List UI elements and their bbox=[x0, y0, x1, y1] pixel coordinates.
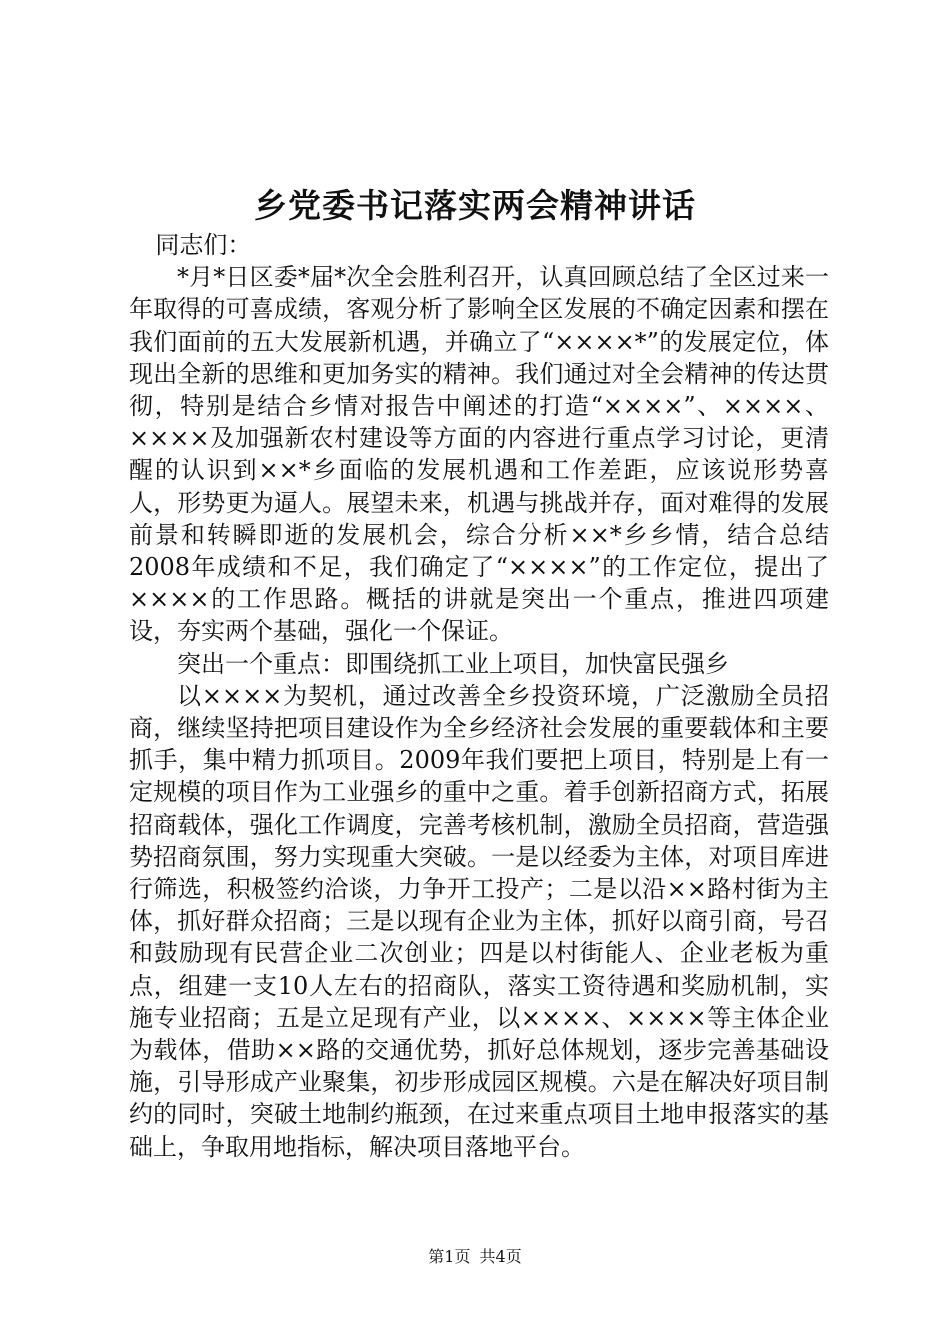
body-paragraph: *月*日区委*届*次全会胜利召开，认真回顾总结了全区过来一年取得的可喜成绩，客观分析了影响全区发展的不确定因素和摆在我们面前的五大发展新机遇，并确立了“××××*”的发展定位，体现出全新的思维和更加务实的精神。我们通过对全会精神的传达贯彻，特别是结合乡情对报告中阐述的打造“××××”、××××、××××及加强新农村建设等方面的内容进行重点学习讨论，更清醒的认识到××*乡面临的发展机遇和工作差距，应该说形势喜人，形势更为逼人。展望未来，机遇与挑战并存，面对难得的发展前景和转瞬即逝的发展机会，综合分析××*乡乡情，结合总结2008年成绩和不足，我们确定了“××××”的工作定位，提出了××××的工作思路。概括的讲就是突出一个重点，推进四项建设，夯实两个基础，强化一个保证。 bbox=[129, 263, 829, 646]
section-heading-paragraph: 突出一个重点：即围绕抓工业上项目，加快富民强乡 bbox=[177, 649, 729, 678]
page-footer: 第1页 共4页 bbox=[428, 1247, 522, 1266]
body-paragraph: 以××××为契机，通过改善全乡投资环境，广泛激励全员招商，继续坚持把项目建设作为全乡经济社会发展的重要载体和主要抓手，集中精力抓项目。2009年我们要把上项目，特别是上有一定规模的项目作为工业强乡的重中之重。着手创新招商方式，拓展招商载体，强化工作调度，完善考核机制，激励全员招商，营造强势招商氛围，努力实现重大突破。一是以经委为主体，对项目库进行筛选，积极签约洽谈，力争开工投产；二是以沿××路村街为主体，抓好群众招商；三是以现有企业为主体，抓好以商引商，号召和鼓励现有民营企业二次创业；四是以村街能人、企业老板为重点，组建一支10人左右的招商队，落实工资待遇和奖励机制，实施专业招商；五是立足现有产业，以××××、××××等主体企业为载体，借助××路的交通优势，抓好总体规划，逐步完善基础设施，引导形成产业聚集，初步形成园区规模。六是在解决好项目制约的同时，突破土地制约瓶颈，在过来重点项目土地申报落实的基础上，争取用地指标，解决项目落地平台。 bbox=[129, 681, 829, 1161]
document-title: 乡党委书记落实两会精神讲话 bbox=[254, 186, 696, 225]
document-body bbox=[129, 229, 829, 1163]
salutation-paragraph: 同志们： bbox=[155, 231, 252, 259]
